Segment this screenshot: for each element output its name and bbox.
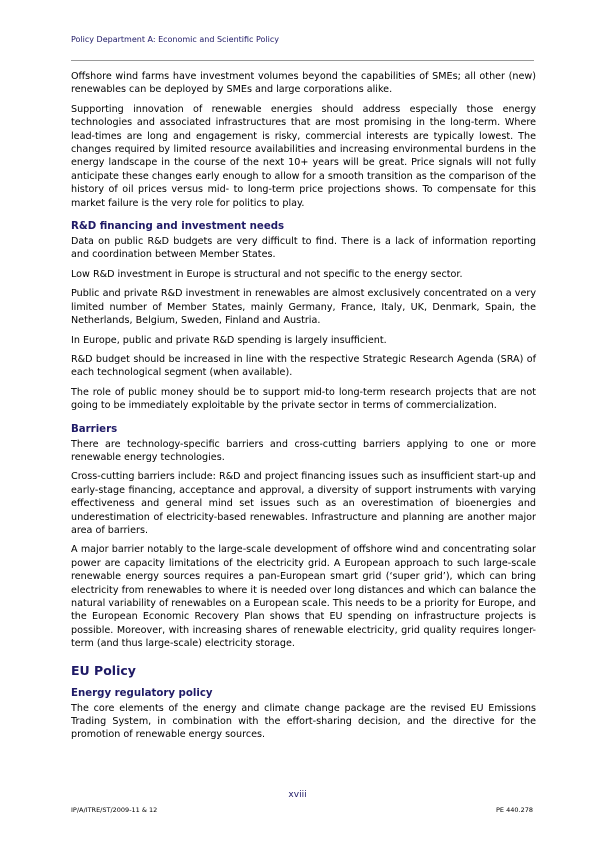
pe-reference: PE 440.278 (496, 806, 533, 814)
rd-paragraph-2: Low R&D investment in Europe is structural and not specific to the energy sector. (71, 268, 463, 280)
page-body (71, 70, 536, 748)
energy-regulatory-policy-heading: Energy regulatory policy (71, 687, 213, 699)
document-reference: IP/A/ITRE/ST/2009-11 & 12 (71, 806, 158, 814)
barriers-heading: Barriers (71, 423, 118, 435)
header-rule (71, 60, 534, 61)
rd-paragraph-3: Public and private R&D investment in renewables are almost exclusively concentrated on a very limited number of Member States, mainly Germany, France, Italy, UK, Denmark, Spain, the Netherlands, Belgium, Sweden, Finland and Austria. (71, 288, 536, 327)
eu-policy-paragraph-1: The core elements of the energy and climate change package are the revised EU Emissions Trading System, in combination with the effort-sharing decision, and the directive for the promotion of renewable energy sources. (71, 702, 536, 741)
intro-paragraph-2: Supporting innovation of renewable energies should address especially those energy technologies and associated infrastructures that are most promising in the long-term. Where lead-times are long and engagement is risky, commercial interests are typically lowest. The changes required by limited resource availabilities and increasing environmental burdens in the energy landscape in the course of the next 10+ years will be great. Price signals will not fully anticipate these changes early enough to allow for a smooth transition as the comparison of the history of oil prices versus mid- to long-term price projections shows. To compensate for this market failure is the very role for politics to play. (71, 103, 536, 209)
rd-financing-heading: R&D financing and investment needs (71, 221, 285, 233)
rd-paragraph-5: R&D budget should be increased in line with the respective Strategic Research Agenda (SRA) of each technological segment (when available). (71, 353, 536, 379)
rd-paragraph-1: Data on public R&D budgets are very difficult to find. There is a lack of information reporting and coordination between Member States. (71, 236, 536, 261)
barriers-paragraph-3: A major barrier notably to the large-scale development of offshore wind and concentrating solar power are capacity limitations of the electricity grid. A European approach to such large-scale renewable energy sources requires a pan-European smart grid (‘super grid’), which can bring electricity from renewables to where it is needed over long distances and which can balance the natural variability of renewables on a European scale. This needs to be a priority for Europe, and the European Economic Recovery Plan shows that EU spending on infrastructure projects is possible. Moreover, with increasing shares of renewable electricity, grid quality requires longer-term (and thus large-scale) electricity storage. (71, 544, 536, 650)
rd-paragraph-4: In Europe, public and private R&D spending is largely insufficient. (71, 334, 387, 346)
eu-policy-heading: EU Policy (71, 662, 136, 678)
intro-paragraph-1: Offshore wind farms have investment volumes beyond the capabilities of SMEs; all other (new) renewables can be deployed by SMEs and large corporations alike. (71, 71, 536, 96)
barriers-paragraph-2: Cross-cutting barriers include: R&D and project financing issues such as insufficient start-up and early-stage financing, acceptance and approval, a diversity of support instruments with varying effectiveness and general mind set issues such as an overestimation of bioenergies and underestimation of electricity-based renewables. Infrastructure and planning are another major area of barriers. (71, 471, 536, 536)
page-number: xviii (288, 790, 307, 800)
rd-paragraph-6: The role of public money should be to support mid-to long-term research projects that are not going to be immediately exploitable by the private sector in terms of commercialization. (71, 386, 536, 412)
barriers-paragraph-1: There are technology-specific barriers and cross-cutting barriers applying to one or more renewable energy technologies. (71, 438, 536, 463)
running-header: Policy Department A: Economic and Scientific Policy (71, 35, 279, 44)
